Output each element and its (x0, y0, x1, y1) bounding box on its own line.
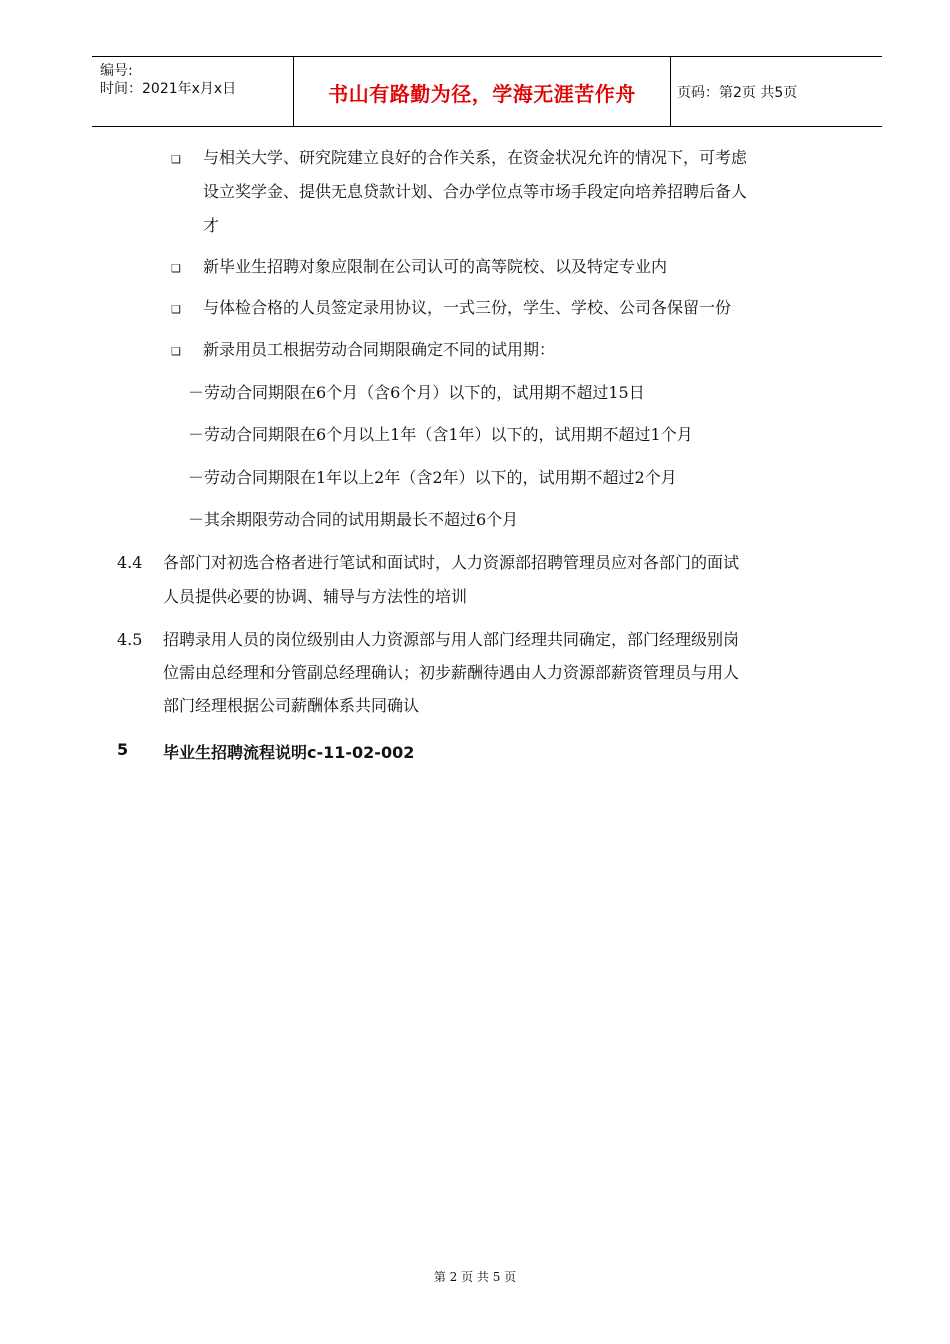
probation-item: －劳动合同期限在1年以上2年（含2年）以下的，试用期不超过2个月 (188, 468, 677, 487)
probation-item: －劳动合同期限在6个月（含6个月）以下的，试用期不超过15日 (188, 383, 645, 402)
section-4-5-line-2: 位需由总经理和分管副总经理确认；初步薪酬待遇由人力资源部薪资管理员与用人 (163, 663, 740, 682)
section-4-4-line-1: 各部门对初选合格者进行笔试和面试时，人力资源部招聘管理员应对各部门的面试 (163, 553, 740, 572)
probation-item: －劳动合同期限在6个月以上1年（含1年）以下的，试用期不超过1个月 (188, 425, 693, 444)
section-5-title: 毕业生招聘流程说明c-11-02-002 (163, 743, 415, 762)
header-left-cell (92, 57, 294, 126)
bullet-1-line-2: 设立奖学金、提供无息贷款计划、合办学位点等市场手段定向培养招聘后备人 (203, 182, 748, 201)
bullet-4-line-1: 新录用员工根据劳动合同期限确定不同的试用期： (203, 340, 556, 359)
date-label: 时间：2021年x月x日 (100, 81, 237, 97)
probation-item: －其余期限劳动合同的试用期最长不超过6个月 (188, 510, 519, 529)
checkbox-bullet-icon: ❑ (171, 345, 181, 358)
header-page-info: 页码：第2页 共5页 (677, 85, 798, 101)
code-label: 编号: (100, 63, 133, 79)
document-header (92, 56, 882, 127)
header-motto-cell (294, 57, 671, 126)
section-4-4-line-2: 人员提供必要的协调、辅导与方法性的培训 (163, 587, 468, 606)
checkbox-bullet-icon: ❑ (171, 153, 181, 166)
bullet-1-line-1: 与相关大学、研究院建立良好的合作关系，在资金状况允许的情况下，可考虑 (203, 148, 748, 167)
section-4-5-line-1: 招聘录用人员的岗位级别由人力资源部与用人部门经理共同确定，部门经理级别岗 (163, 630, 740, 649)
section-4-4-number: 4.4 (117, 553, 143, 572)
page-footer: 第 2 页 共 5 页 (433, 1270, 517, 1284)
bullet-1-line-3: 才 (203, 216, 220, 235)
section-4-5-line-3: 部门经理根据公司薪酬体系共同确认 (163, 696, 420, 715)
section-4-5-number: 4.5 (117, 630, 143, 649)
bullet-3-line-1: 与体检合格的人员签定录用协议，一式三份，学生、学校、公司各保留一份 (203, 298, 732, 317)
header-page-cell (671, 57, 882, 126)
checkbox-bullet-icon: ❑ (171, 303, 181, 316)
header-motto: 书山有路勤为径，学海无涯苦作舟 (328, 82, 636, 106)
bullet-2-line-1: 新毕业生招聘对象应限制在公司认可的高等院校、以及特定专业内 (203, 257, 668, 276)
section-5-number: 5 (117, 740, 129, 759)
checkbox-bullet-icon: ❑ (171, 262, 181, 275)
